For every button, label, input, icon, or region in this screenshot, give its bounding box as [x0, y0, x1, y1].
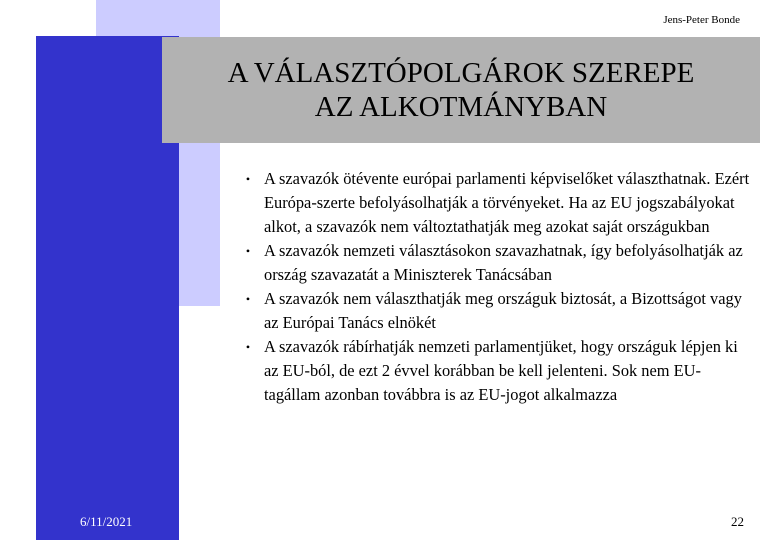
list-item [238, 239, 750, 287]
slide-title-line-1: A VÁLASZTÓPOLGÁROK SZEREPE [227, 57, 695, 89]
list-item [238, 335, 750, 407]
list-item [238, 287, 750, 335]
page-number: 22 [731, 514, 744, 529]
bullet-icon: • [245, 340, 251, 354]
slide-title-line-2: AZ ALKOTMÁNYBAN [314, 91, 608, 123]
list-item-text: A szavazók nem választhatják meg országuk biztosát, a Bizottságot vagy az Európai Tanács elnökét [264, 289, 742, 332]
bullet-icon: • [245, 244, 251, 258]
bullet-list [238, 167, 750, 407]
list-item-text: A szavazók ötévente európai parlamenti képviselőket választhatnak. Ezért Európa-szerte befolyásolhatják a törvényeket. Ha az EU jogszabályokat alkot, a szavazók nem változtathatják meg azokat saját országukban [264, 169, 750, 236]
list-item-text: A szavazók nemzeti választásokon szavazhatnak, így befolyásolhatják az ország szavazatát a Miniszterek Tanácsában [264, 241, 743, 284]
title-box [162, 37, 760, 143]
bullet-icon: • [245, 172, 251, 186]
footer-date: 6/11/2021 [80, 514, 133, 529]
list-item-text: A szavazók rábírhatják nemzeti parlamentjüket, hogy országuk lépjen ki az EU-ból, de ezt 2 évvel korábban be kell jelenteni. Sok nem EU-tagállam azonban továbbra is az EU-jogot alkalmazza [264, 337, 738, 404]
list-item [238, 167, 750, 239]
bullet-icon: • [245, 292, 251, 306]
slide-title [228, 56, 695, 124]
decorative-blue-block [36, 36, 179, 540]
author-name: Jens-Peter Bonde [663, 14, 740, 26]
